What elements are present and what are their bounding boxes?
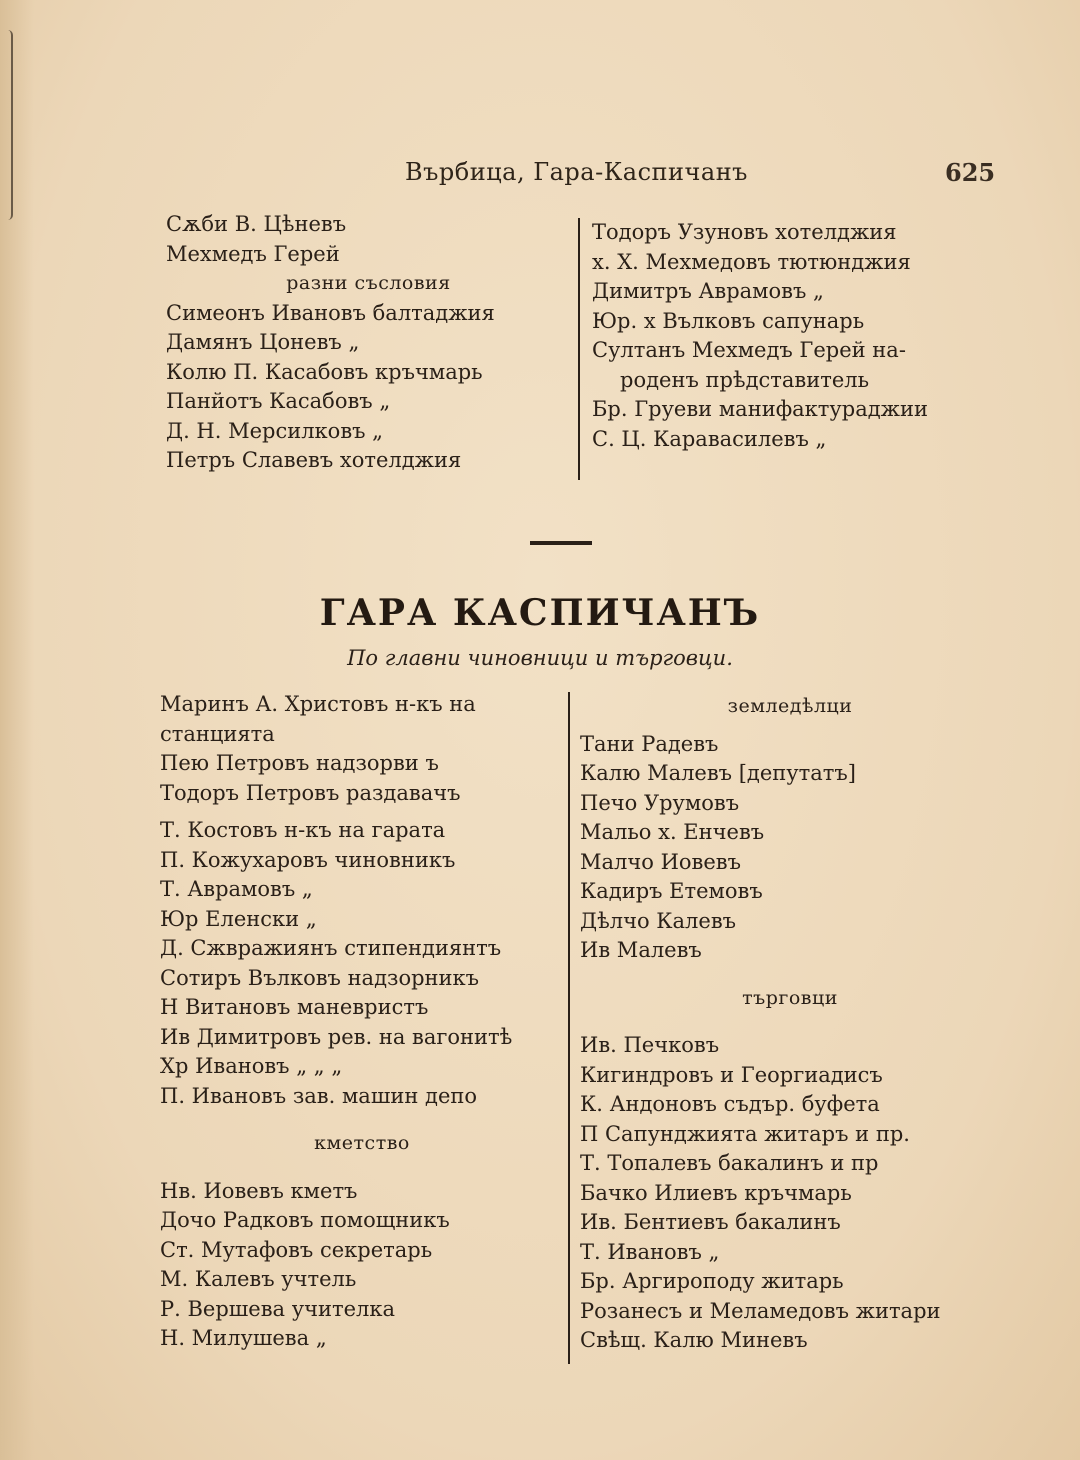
section-title: ГАРА КАСПИЧАНЪ [319, 592, 761, 634]
list-item: Мехмедъ Герей [166, 241, 340, 266]
list-item: П. Ивановъ зав. машин депо [160, 1083, 478, 1108]
list-item: Т. Костовъ н-къ на гарата [160, 818, 446, 842]
list-item: Юр Еленски „ [160, 906, 317, 931]
list-item: Бр. Груеви манифактураджии [592, 397, 928, 421]
list-item: Д. Н. Мерсилковъ „ [166, 418, 384, 443]
list-item: Ив. Печковъ [580, 1033, 720, 1057]
top-left-column [166, 210, 571, 476]
list-item: Ив. Бентиевъ бакалинъ [580, 1210, 841, 1234]
page-spine-shadow [0, 0, 34, 1460]
list-item: Маринъ А. Христовъ н-къ на [160, 692, 476, 716]
bottom-right-column [580, 692, 1000, 1356]
list-item: С. Ц. Каравасилевъ „ [592, 426, 827, 451]
list-item: Р. Вершева учителка [160, 1296, 396, 1321]
list-item: х. Х. Мехмедовъ тютюнджия [592, 249, 911, 274]
list-item: Кигиндровъ и Георгиадисъ [580, 1062, 883, 1087]
list-item: Дамянъ Цоневъ „ [166, 330, 360, 354]
running-title: Върбица, Гара-Каспичанъ [405, 158, 748, 186]
list-item: Д. Сжвражиянъ стипендиянтъ [160, 936, 502, 960]
category-heading: разни съсловия [286, 272, 451, 294]
list-item: Ив Димитровъ рев. на вагонитѣ [160, 1024, 513, 1049]
list-item: Кадиръ Етемовъ [580, 879, 763, 903]
page-number: 625 [945, 158, 996, 187]
list-item-continuation: станцията [160, 721, 275, 746]
list-item-continuation: роденъ прѣдставитель [620, 367, 870, 392]
list-item: Петръ Славевъ хотелджия [166, 448, 462, 472]
list-item: Панйотъ Касабовъ „ [166, 389, 391, 413]
list-item: Печо Урумовъ [580, 790, 740, 815]
list-item: Юр. х Вълковъ сапунарь [592, 308, 865, 333]
category-heading: земледѣлци [727, 695, 853, 717]
list-item: Н. Милушева „ [160, 1326, 327, 1350]
top-right-column [592, 218, 997, 454]
list-item: М. Калевъ учтель [160, 1267, 357, 1291]
list-item: Тодоръ Петровъ раздавачъ [160, 780, 461, 805]
category-heading: търговци [742, 986, 838, 1009]
list-item: Розанесъ и Меламедовъ житари [580, 1298, 941, 1323]
list-item: Бачко Илиевъ кръчмарь [580, 1180, 852, 1205]
list-item: Тодоръ Узуновъ хотелджия [592, 220, 897, 244]
list-item: Ив Малевъ [580, 938, 702, 962]
section-subtitle: По главни чиновници и търговци. [347, 646, 733, 670]
list-item: Свѣщ. Калю Миневъ [580, 1328, 808, 1352]
list-item: Калю Малевъ [депутатъ] [580, 761, 856, 785]
list-item: Мальо х. Енчевъ [580, 820, 765, 844]
list-item: Сѫби В. Цѣневъ [166, 212, 347, 236]
bottom-left-column [160, 690, 564, 1354]
list-item: Султанъ Мехмедъ Герей на- [592, 338, 906, 362]
list-item: Дѣлчо Калевъ [580, 908, 737, 933]
list-item: Малчо Иовевъ [580, 849, 741, 874]
list-item: Ст. Мутафовъ секретарь [160, 1237, 433, 1262]
list-item: Симеонъ Ивановъ балтаджия [166, 300, 495, 325]
list-item: Т. Ивановъ „ [580, 1239, 720, 1264]
list-item: Т. Аврамовъ „ [160, 877, 313, 901]
list-item: Колю П. Касабовъ кръчмарь [166, 359, 483, 384]
list-item: П Сапунджията житаръ и пр. [580, 1121, 910, 1146]
column-divider [568, 692, 570, 1364]
list-item: К. Андоновъ съдър. буфета [580, 1092, 880, 1116]
list-item: Т. Топалевъ бакалинъ и пр [580, 1151, 879, 1175]
section-separator [530, 541, 592, 545]
list-item: Дочо Радковъ помощникъ [160, 1208, 450, 1232]
list-item: Хр Ивановъ „ „ „ [160, 1054, 343, 1078]
list-item: Тани Радевъ [580, 731, 719, 756]
list-item: Бр. Аргироподу житарь [580, 1269, 844, 1293]
list-item: Димитръ Аврамовъ „ [592, 279, 824, 303]
list-item: Нв. Иовевъ кметъ [160, 1178, 358, 1203]
column-divider [578, 218, 580, 480]
list-item: П. Кожухаровъ чиновникъ [160, 847, 456, 872]
category-heading: кметство [314, 1132, 410, 1154]
binding-mark [8, 30, 13, 220]
list-item: Пею Петровъ надзорви ъ [160, 751, 439, 775]
list-item: Н Витановъ маневристъ [160, 995, 429, 1019]
list-item: Сотиръ Вълковъ надзорникъ [160, 965, 480, 990]
